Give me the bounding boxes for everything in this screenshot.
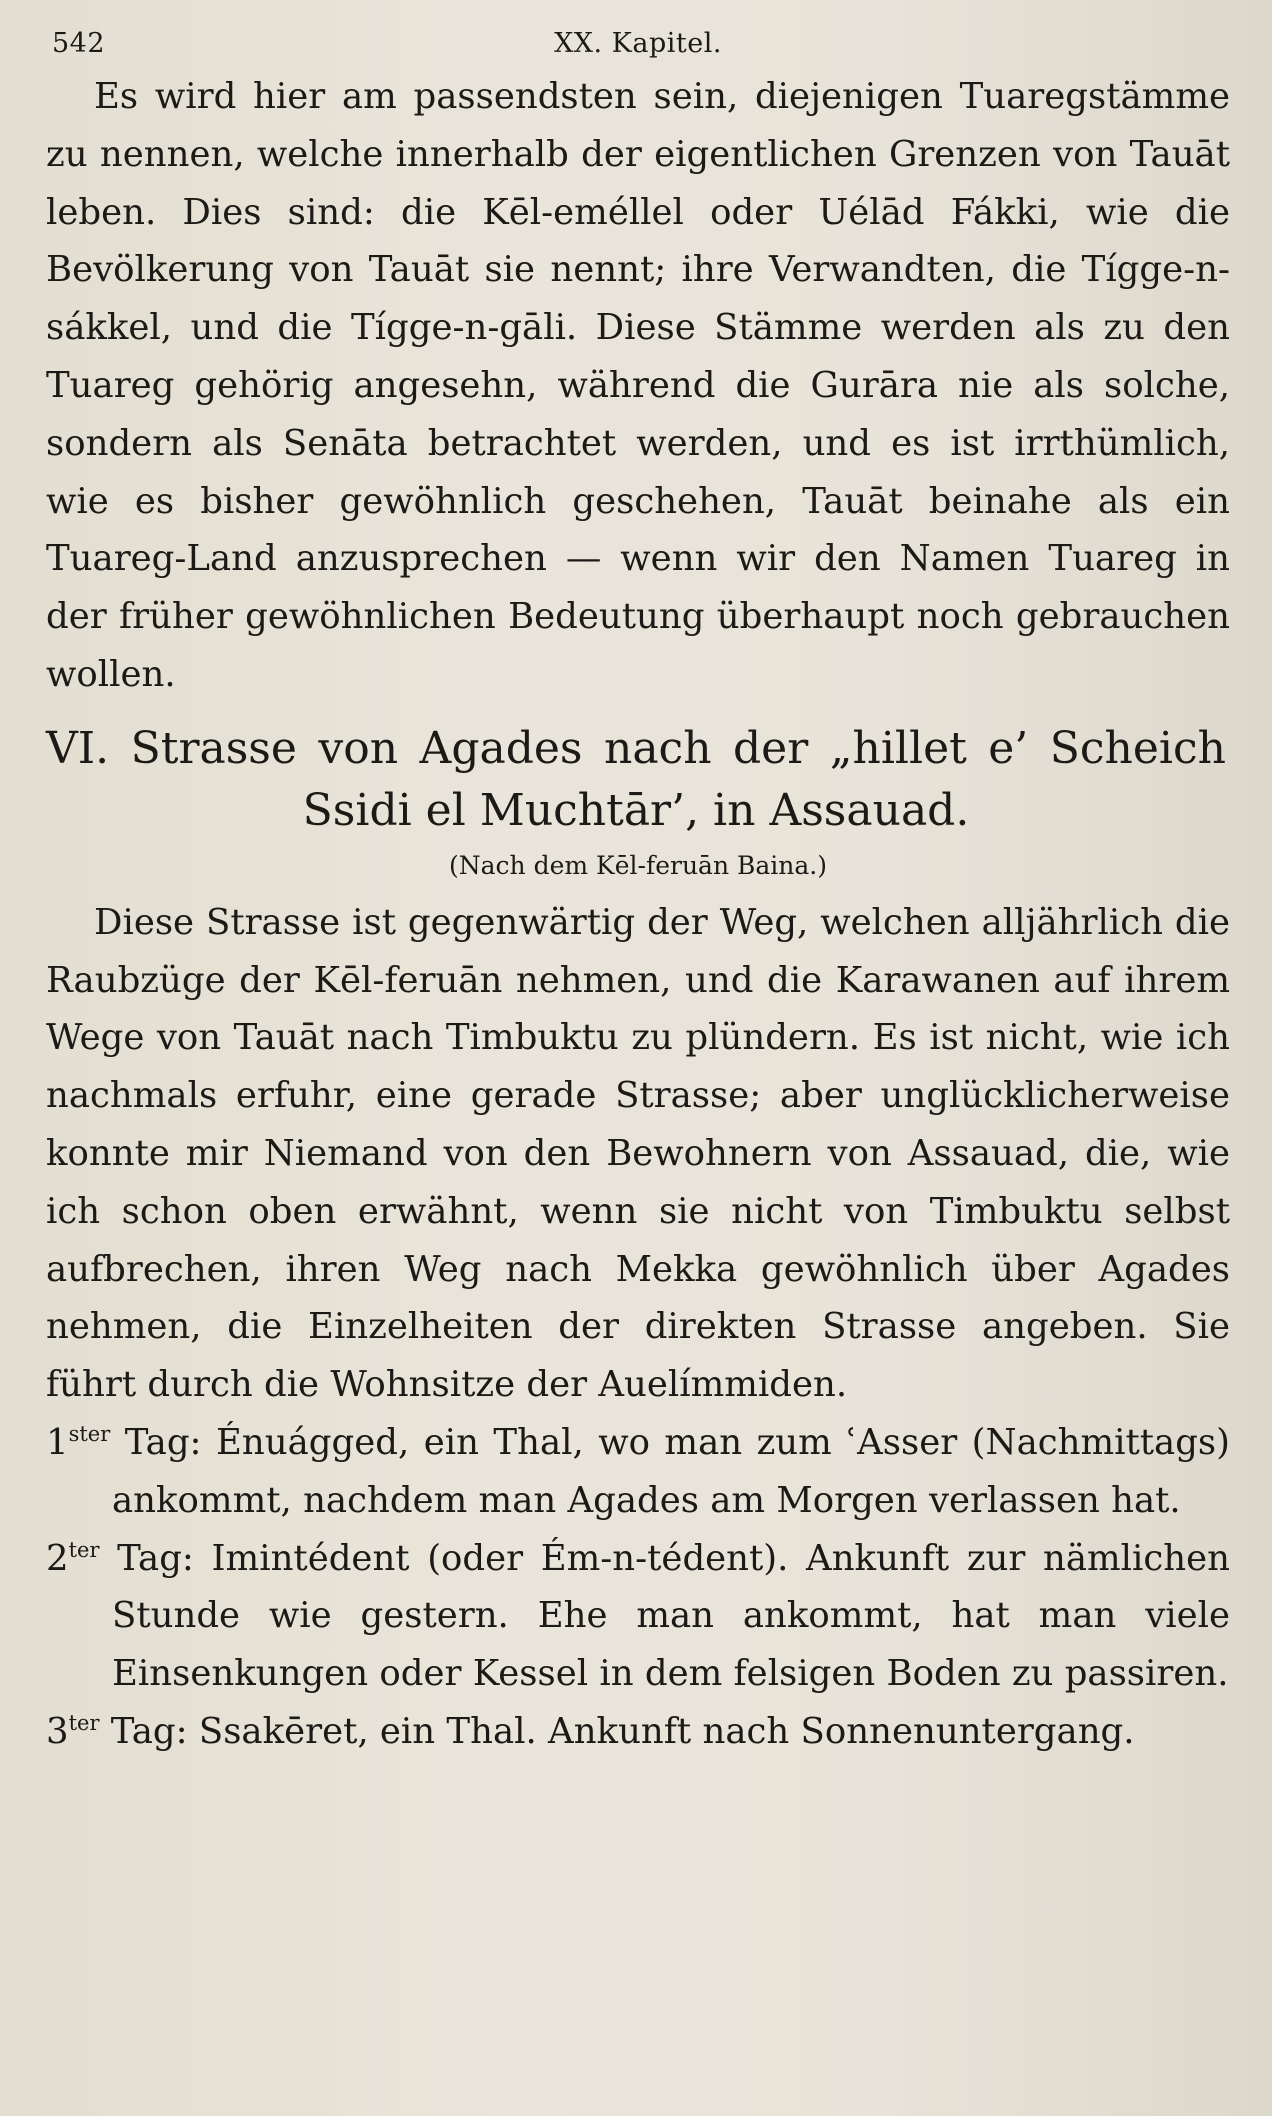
source-note: (Nach dem Kēl-feruān Baina.)	[449, 850, 827, 880]
running-head	[46, 20, 1230, 68]
day-entry-2	[46, 1530, 1230, 1703]
day-ordinal-suffix: ster	[68, 1421, 111, 1446]
day-word: Tag:	[110, 1710, 188, 1752]
day-label-3	[46, 1711, 188, 1752]
section-title-line-1: VI. Strasse von Agades nach der „hillet e’ Scheich	[46, 722, 1226, 774]
day-text: Énuágged, ein Thal, wo man zum ʿAsser (Nachmittags) ankommt, nachdem man Agades am Morgen verlassen hat.	[112, 1421, 1230, 1521]
day-word: Tag:	[124, 1421, 202, 1463]
day-text: Imintédent (oder Ém-n-tédent). Ankunft zur nämlichen Stunde wie gestern. Ehe man ankommt, hat man viele Einsenkungen oder Kessel in dem felsigen Boden zu passiren.	[112, 1537, 1230, 1695]
page-number: 542	[52, 28, 106, 59]
day-ordinal-suffix: ter	[68, 1537, 100, 1562]
day-number: 3	[46, 1710, 69, 1752]
section-title	[46, 718, 1230, 842]
intro-paragraph: Es wird hier am passendsten sein, diejenigen Tuaregstämme zu nennen, welche innerhalb der eigentlichen Grenzen von Tauāt leben. Dies sind: die Kēl-eméllel oder Uélād Fákki, wie die Bevölkerung von Tauāt sie nennt; ihre Verwandten, die Tígge-n-sákkel, und die Tígge-n-gāli. Diese Stämme werden als zu den Tuareg gehörig angesehn, während die Gurāra nie als solche, sondern als Senāta betrachtet werden, und es ist irrthümlich, wie es bisher gewöhnlich geschehen, Tauāt beinahe als ein Tuareg-Land anzusprechen — wenn wir den Namen Tuareg in der früher gewöhnlichen Bedeutung überhaupt noch gebrauchen wollen.	[46, 76, 1230, 695]
body-paragraph: Diese Strasse ist gegenwärtig der Weg, welchen alljährlich die Raubzüge der Kēl-feruān nehmen, und die Karawanen auf ihrem Wege von Tauāt nach Timbuktu zu plündern. Es ist nicht, wie ich nachmals erfuhr, eine gerade Strasse; aber unglücklicherweise konnte mir Niemand von den Bewohnern von Assauad, die, wie ich schon oben erwähnt, wenn sie nicht von Timbuktu selbst aufbrechen, ihren Weg nach Mekka gewöhnlich über Agades nehmen, die Einzelheiten der direkten Strasse angeben. Sie führt durch die Wohnsitze der Auelímmiden.	[46, 901, 1230, 1406]
day-entry-3	[46, 1703, 1230, 1761]
day-number: 1	[46, 1421, 69, 1463]
day-label-1	[46, 1422, 202, 1463]
day-word: Tag:	[117, 1537, 194, 1579]
day-number: 2	[46, 1537, 69, 1579]
day-entry-1	[46, 1414, 1230, 1530]
day-ordinal-suffix: ter	[68, 1710, 100, 1735]
day-text: Ssakēret, ein Thal. Ankunft nach Sonnenuntergang.	[198, 1710, 1135, 1752]
chapter-heading: XX. Kapitel.	[554, 28, 722, 59]
day-label-2	[46, 1538, 194, 1579]
section-title-line-2: Ssidi el Muchtār’, in Assauad.	[302, 784, 970, 836]
